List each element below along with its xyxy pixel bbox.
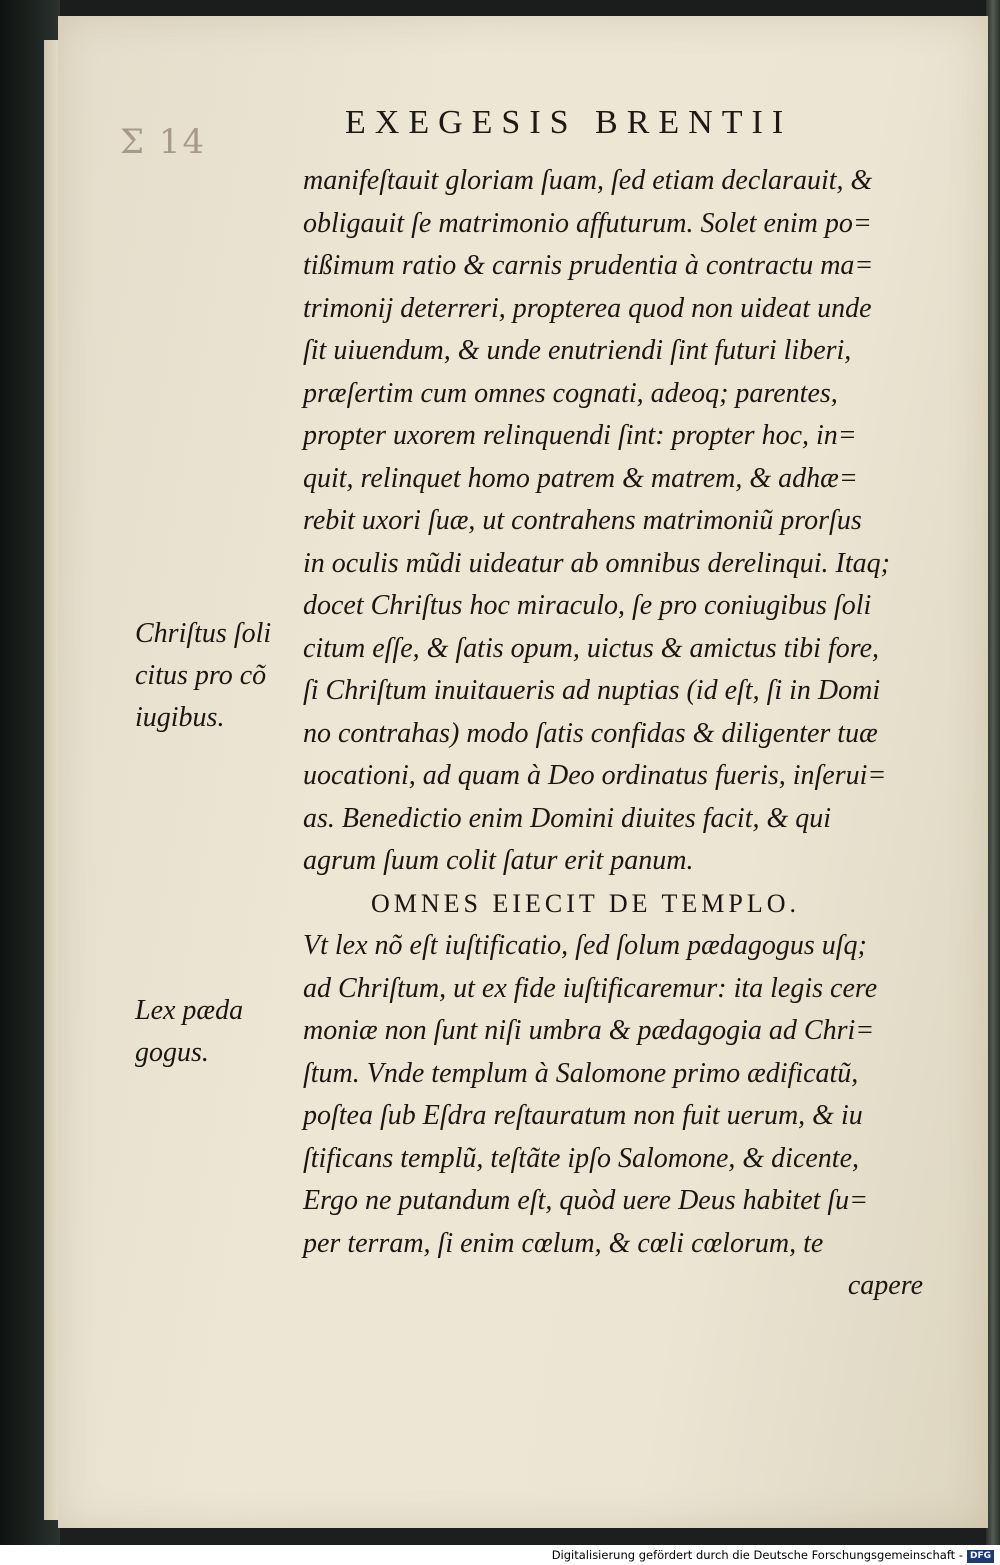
text-line: as. Benedictio enim Domini diuites facit, & qui <box>303 802 832 834</box>
text-line: ſtificans templũ, teſtãte ipſo Salomone, & dicente, <box>303 1142 860 1174</box>
marginal-line: citus pro cõ <box>135 660 267 691</box>
text-line: tißimum ratio & carnis prudentia à contractu ma= <box>303 250 874 281</box>
marginal-note-christus <box>135 613 305 739</box>
text-line: agrum ſuum colit ſatur erit panum. <box>303 845 694 876</box>
text-line: Ergo ne putandum eſt, quòd uere Deus habitet ſu= <box>303 1185 869 1216</box>
footer-credit: Digitalisierung gefördert durch die Deutsche Forschungsgemeinschaft - <box>551 1548 963 1562</box>
marginal-line: Lex pæda <box>135 995 244 1026</box>
dfg-logo-icon: DFG <box>967 1550 994 1563</box>
text-line: rebit uxori ſuæ, ut contrahens matrimoniũ prorſus <box>303 505 862 536</box>
text-line: ſtum. Vnde templum à Salomone primo ædificatũ, <box>303 1057 859 1089</box>
text-line: ad Chriſtum, ut ex fide iuſtificaremur: ita legis cere <box>303 972 878 1004</box>
text-line: propter uxorem relinquendi ſint: propter hoc, in= <box>303 420 857 451</box>
section-heading: OMNES EIECIT DE TEMPLO. <box>371 888 801 918</box>
book-spine-edge <box>986 0 1000 1545</box>
text-line: ſit uiuendum, & unde enutriendi ſint futuri liberi, <box>303 335 852 366</box>
text-line: trimonij deterreri, propterea quod non uideat unde <box>303 292 872 324</box>
catchword: capere <box>847 1270 923 1301</box>
text-line: obligauit ſe matrimonio affuturum. Solet enim po= <box>303 207 872 239</box>
text-line: poſtea ſub Eſdra reſtauratum non fuit uerum, & iu <box>303 1100 863 1131</box>
folio-mark: Σ 14 <box>120 122 207 162</box>
text-line: præſertim cum omnes cognati, adeoq; parentes, <box>303 377 838 409</box>
marginal-note-lex <box>135 990 305 1074</box>
text-line: docet Chriſtus hoc miraculo, ſe pro coniugibus ſoli <box>303 590 872 621</box>
digitization-footer <box>0 1545 1000 1565</box>
body-text <box>303 160 943 1308</box>
text-line: quit, relinquet homo patrem & matrem, & adhæ= <box>303 462 858 494</box>
marginal-line: Chriſtus ſoli <box>135 618 272 649</box>
text-line: uocationi, ad quam à Deo ordinatus fueris, inſerui= <box>303 760 887 791</box>
marginal-line: gogus. <box>135 1037 209 1068</box>
text-line: per terram, ſi enim cœlum, & cœli cœlorum, te <box>303 1227 824 1259</box>
text-line: in oculis mũdi uideatur ab omnibus derelinqui. Itaq; <box>303 547 890 579</box>
text-line: citum eſſe, & ſatis opum, uictus & amictus tibi fore, <box>303 632 880 664</box>
running-head: EXEGESIS BRENTII <box>345 104 793 141</box>
text-line: no contrahas) modo ſatis confidas & diligenter tuæ <box>303 717 878 749</box>
text-line: moniæ non ſunt niſi umbra & pædagogia ad Chri= <box>303 1015 875 1046</box>
marginal-line: iugibus. <box>135 702 225 733</box>
text-line: Vt lex nõ eſt iuſtificatio, ſed ſolum pædagogus uſq; <box>303 930 867 961</box>
text-line: ſi Chriſtum inuitaueris ad nuptias (id eſt, ſi in Domi <box>303 675 881 706</box>
text-line: manifeſtauit gloriam ſuam, ſed etiam declarauit, & <box>303 165 873 196</box>
